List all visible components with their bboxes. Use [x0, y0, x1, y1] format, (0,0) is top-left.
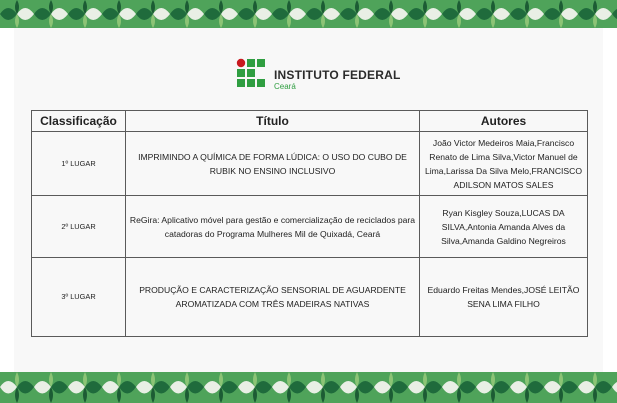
- header-title: Título: [126, 111, 420, 132]
- institute-name: INSTITUTO FEDERAL: [274, 68, 401, 82]
- table-row: [32, 258, 588, 337]
- institute-logo-mark: [236, 58, 270, 92]
- table-header-row: [32, 111, 588, 132]
- header-authors: Autores: [420, 111, 588, 132]
- title-cell: PRODUÇÃO E CARACTERIZAÇÃO SENSORIAL DE AGUARDENTE AROMATIZADA COM TRÊS MADEIRAS NATIVAS: [126, 258, 420, 337]
- results-table: [31, 110, 588, 337]
- placement-cell: 1º LUGAR: [32, 132, 126, 196]
- decorative-border-bottom: [0, 372, 617, 403]
- authors-cell: João Victor Medeiros Maia,Francisco Renato de Lima Silva,Victor Manuel de Lima,Larissa Da Silva Melo,FRANCISCO ADILSON MATOS SALES: [420, 132, 588, 196]
- authors-cell: Eduardo Freitas Mendes,JOSÉ LEITÃO SENA LIMA FILHO: [420, 258, 588, 337]
- institute-campus: Ceará: [274, 82, 296, 91]
- placement-cell: 2º LUGAR: [32, 196, 126, 258]
- authors-cell: Ryan Kisgley Souza,LUCAS DA SILVA,Antonia Amanda Alves da Silva,Amanda Galdino Negreiros: [420, 196, 588, 258]
- title-cell: IMPRIMINDO A QUÍMICA DE FORMA LÚDICA: O USO DO CUBO DE RUBIK NO ENSINO INCLUSIVO: [126, 132, 420, 196]
- table-row: [32, 132, 588, 196]
- placement-cell: 3º LUGAR: [32, 258, 126, 337]
- title-cell: ReGira: Aplicativo móvel para gestão e comercialização de reciclados para catadoras do Programa Mulheres Mil de Quixadá, Ceará: [126, 196, 420, 258]
- decorative-border-top: [0, 0, 617, 28]
- table-row: [32, 196, 588, 258]
- header-classification: Classificação: [32, 111, 126, 132]
